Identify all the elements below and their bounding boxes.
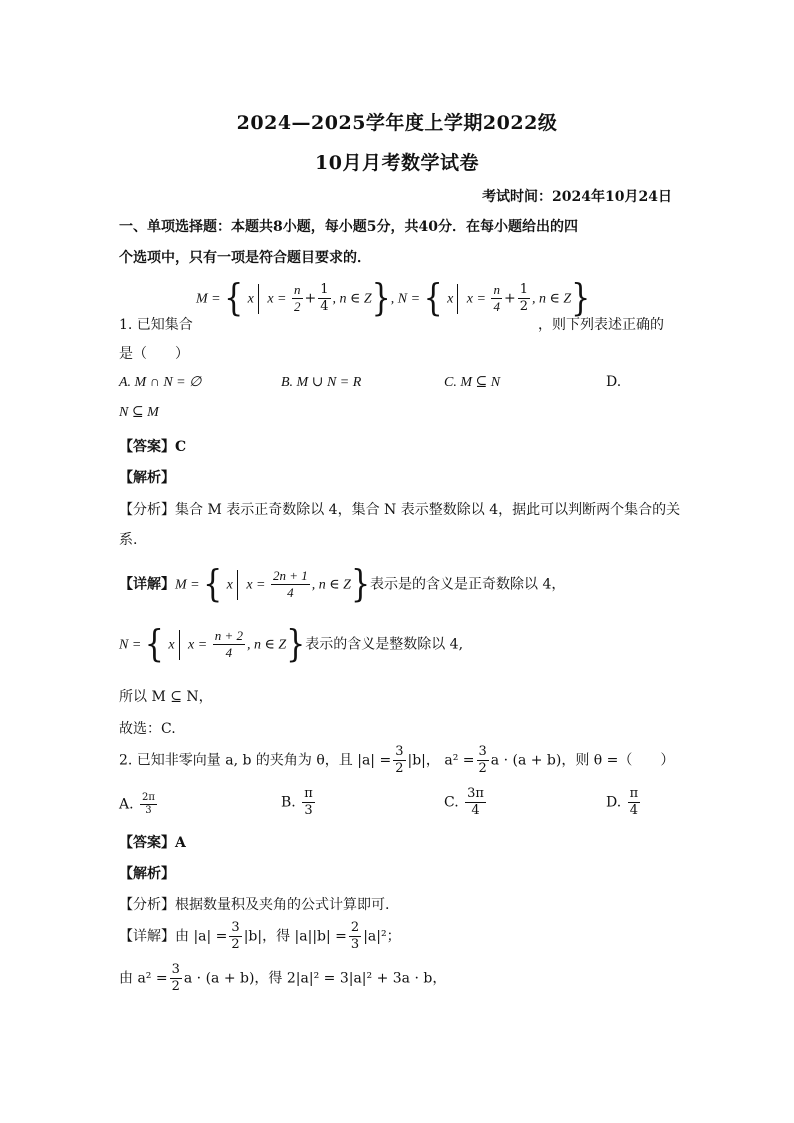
den: 2 [171,979,180,994]
q1-jiexi: 【解析】 [119,470,175,486]
num: 2π [142,792,155,803]
num: n + 2 [214,628,243,643]
den: 2 [395,761,404,776]
num: 3 [171,962,180,977]
q2-option-c [444,786,488,819]
q2-jiexi: 【解析】 [119,866,175,882]
fraction [213,628,245,661]
setM-var: x [247,291,254,307]
section-heading-line2: 个选项中，只有一项是符合题目要求的． [119,250,371,266]
setM-cond: x = [267,291,290,307]
brace-close: } [571,276,591,320]
q2-answer: 【答案】A [119,835,186,851]
setM-label: M = [196,291,225,307]
q1-analysis-line1: 【分析】集合 M 表示正奇数除以 4，集合 N 表示整数除以 4，据此可以判断两个集合的关 [119,502,681,518]
fraction [628,786,641,819]
q2-analysis: 【分析】根据数量积及夹角的公式计算即可. [119,897,390,913]
num: 3π [467,786,484,801]
num: 3 [395,744,404,759]
q2-detail-line1 [119,920,401,960]
fraction [393,744,405,777]
den: 2 [231,937,240,952]
detail-N-lhs: x = [188,637,211,653]
setM-tail: , n ∈ Z [332,291,372,307]
num: n [294,282,301,297]
q2-stem-c: a · (a + b)，则 θ =（ ） [490,752,675,769]
q1-conclusion: 所以 M ⊆ N， [119,689,213,705]
q1-answer: 【答案】C [119,439,187,455]
fraction [302,786,315,819]
detail2-a: 由 a² = [119,970,168,987]
q1-option-d-cont: N ⊆ M [119,405,159,420]
setN-label: , N = [390,291,424,307]
num: 1 [320,282,329,297]
num: 2n + 1 [273,568,308,583]
brace-open: { [224,276,244,320]
q2-stem [119,744,674,784]
den: 4 [287,585,294,600]
q2-detail-line2 [119,962,446,1002]
den: 4 [493,299,500,314]
num: 3 [478,744,487,759]
plus: + [503,290,516,307]
num: π [629,786,639,801]
detail-N-tail: , n ∈ Z [246,637,287,653]
fraction [292,282,303,315]
num: n [493,282,500,297]
exam-title-line2: 10月月考数学试卷 [315,152,479,174]
q1-set-formula [196,276,591,322]
den: 3 [304,803,313,818]
q2-option-b [281,786,317,819]
detail-N-label: N = [119,637,145,653]
q2-stem-a: 2. 已知非零向量 a, b 的夹角为 θ，且 |a| = [119,752,392,769]
fraction [318,282,330,315]
brace-open: { [203,562,223,606]
den: 4 [225,645,233,660]
detail-N-text: 表示的含义是整数除以 4, [305,636,464,653]
fraction [477,744,489,777]
setN-var: x [447,291,454,307]
brace-close: } [371,276,391,320]
set-bar [179,630,180,660]
detail1-b: |b|，得 |a||b| = [243,928,347,945]
opt-label: C. [444,794,459,811]
opt-label: B. [281,794,296,811]
q1-option-c: C. M ⊆ N [444,375,501,390]
setN-tail: , n ∈ Z [531,291,572,307]
den: 2 [478,761,487,776]
num: 1 [519,282,528,297]
brace-open: { [144,622,164,666]
brace-close: } [286,622,306,666]
fraction [491,282,502,315]
brace-open: { [423,276,443,320]
fraction [518,282,530,315]
opt-label: D. [606,794,622,811]
set-bar [237,570,238,600]
section-heading-line1: 一、单项选择题：本题共8小题，每小题5分，共40分．在每小题给出的四 [119,219,578,235]
opt-label: A. [119,796,134,813]
q1-line2: 是（ ） [119,346,189,362]
exam-title-line1: 2024—2025学年度上学期2022级 [236,112,558,134]
detail-N-var: x [168,637,175,653]
detail2-b: a · (a + b)，得 2|a|² = 3|a|² + 3a · b， [183,970,447,987]
q1-prefix: 1. 已知集合 [119,317,193,333]
set-bar [457,284,458,314]
detail-M-label: M = [175,577,204,593]
q1-option-b: B. M ∪ N = R [281,375,362,390]
fraction [229,920,241,953]
num: 2 [350,920,360,935]
brace-close: } [350,562,371,606]
setN-cond: x = [466,291,490,307]
fraction [465,786,486,819]
den: 2 [294,299,301,314]
den: 4 [471,803,480,818]
q2-option-a [119,792,159,817]
detail-M-tail: , n ∈ Z [311,577,351,593]
num: π [304,786,313,801]
detail1-a: 【详解】由 |a| = [119,928,228,945]
fraction [140,792,157,817]
detail-prefix: 【详解】 [119,576,175,593]
exam-time: 考试时间：2024年10月24日 [482,189,672,205]
detail-M-lhs: x = [246,577,269,593]
fraction [349,920,361,953]
q1-analysis-line2: 系. [119,532,138,548]
num: 3 [231,920,240,935]
detail-M-var: x [226,577,233,593]
fraction [271,568,310,601]
fraction [170,962,182,995]
den: 3 [350,937,360,952]
den: 4 [320,299,329,314]
q1-suffix: ，则下列表述正确的 [538,317,664,333]
detail-M-text: 表示是的含义是正奇数除以 4， [370,576,566,593]
q1-choose: 故选：C. [119,721,176,737]
q1-option-d: D. [606,374,622,390]
detail1-c: |a|²； [363,928,401,945]
den: 4 [629,803,639,818]
den: 2 [519,299,528,314]
q2-stem-b: |b|， a² = [407,752,475,769]
q2-option-d [606,786,642,819]
q1-detail-N [119,622,464,668]
q1-detail-M [119,562,566,608]
plus: + [304,290,317,307]
den: 3 [145,805,152,816]
set-bar [258,284,259,314]
q1-option-a: A. M ∩ N = ∅ [119,375,202,390]
